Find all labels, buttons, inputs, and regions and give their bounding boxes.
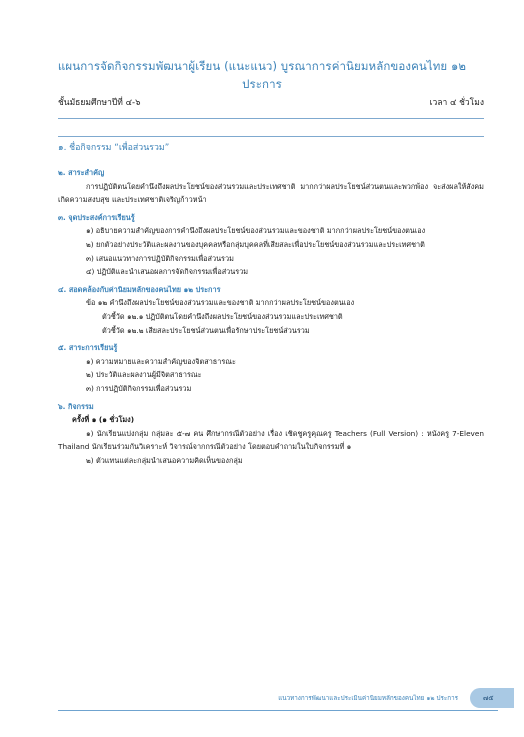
divider-top bbox=[58, 118, 484, 119]
session-label: ครั้งที่ ๑ (๑ ชั่วโมง) bbox=[72, 415, 135, 425]
section-heading-values: ๔. สอดคล้องกับค่านิยมหลักของคนไทย ๑๒ ประการ bbox=[58, 284, 221, 294]
section-heading-essence: ๒. สาระสำคัญ bbox=[58, 168, 105, 177]
values-main: ข้อ ๑๒ คำนึงถึงผลประโยชน์ของส่วนรวมและของชาติ มากกว่าผลประโยชน์ของตนเอง bbox=[86, 298, 355, 308]
divider-bottom bbox=[58, 136, 484, 137]
footer-text: แนวทางการพัฒนาและประเมินค่านิยมหลักของคนไทย ๑๒ ประการ bbox=[278, 695, 458, 702]
content-item: ๓) การปฏิบัติกิจกรรมเพื่อส่วนรวม bbox=[86, 383, 192, 393]
section-heading-activities: ๖. กิจกรรม bbox=[58, 401, 94, 411]
section-heading-content: ๕. สาระการเรียนรู้ bbox=[58, 343, 118, 353]
footer-rule bbox=[58, 710, 498, 711]
activity-item: ๑) นักเรียนแบ่งกลุ่ม กลุ่มละ ๕-๗ คน ศึกษากรณีตัวอย่าง เรื่อง เชิดชูครูคุณครู Teachers (Full Version) : หนังครู 7-Eleven Thailand นักเรียนร่วมกันวิเคราะห์ วิจารณ์จากกรณีตัวอย่าง โดยตอบคำถามในใบกิจกรรมที่ ๑ bbox=[58, 428, 484, 452]
document-body bbox=[58, 162, 484, 467]
objective-item: ๒) ยกตัวอย่างประวัติและผลงานของบุคคลหรือกลุ่มบุคคลที่เสียสละเพื่อประโยชน์ของส่วนรวมและประเทศชาติ bbox=[86, 239, 425, 249]
activity-name: ๑. ชื่อกิจกรรม “เพื่อส่วนรวม” bbox=[58, 143, 170, 153]
values-indicator: ตัวชี้วัด ๑๒.๑ ปฏิบัติตนโดยคำนึงถึงผลประโยชน์ของส่วนรวมและประเทศชาติ bbox=[102, 311, 343, 321]
content-item: ๑) ความหมายและความสำคัญของจิตสาธารณะ bbox=[86, 356, 236, 366]
values-indicator: ตัวชี้วัด ๑๒.๒ เสียสละประโยชน์ส่วนตนเพื่อรักษาประโยชน์ส่วนรวม bbox=[102, 325, 310, 335]
page-header-title: แผนการจัดกิจกรรมพัฒนาผู้เรียน (แนะแนว) บูรณาการค่านิยมหลักของคนไทย ๑๒ ประการ bbox=[57, 59, 467, 91]
section-heading-objectives: ๓. จุดประสงค์การเรียนรู้ bbox=[58, 212, 135, 222]
essence-text: การปฏิบัติตนโดยคำนึงถึงผลประโยชน์ของส่วนรวมและประเทศชาติ มากกว่าผลประโยชน์ส่วนตนและพวกพ้อง จะส่งผลให้สังคมเกิดความสงบสุข และประเทศชาติเจริญก้าวหน้า bbox=[58, 181, 484, 205]
grade-level: ชั้นมัธยมศึกษาปีที่ ๔-๖ bbox=[58, 98, 141, 108]
duration: เวลา ๔ ชั่วโมง bbox=[429, 98, 484, 108]
page-number: ๗๕ bbox=[483, 694, 494, 702]
page-footer bbox=[0, 688, 524, 718]
objective-item: ๑) อธิบายความสำคัญของการคำนึงถึงผลประโยชน์ของส่วนรวมและของชาติ มากกว่าผลประโยชน์ของตนเอง bbox=[86, 226, 426, 236]
activity-item: ๒) ตัวแทนแต่ละกลุ่มนำเสนอความคิดเห็นของกลุ่ม bbox=[86, 455, 243, 465]
content-item: ๒) ประวัติและผลงานผู้มีจิตสาธารณะ bbox=[86, 370, 202, 380]
objective-item: ๓) เสนอแนวทางการปฏิบัติกิจกรรมเพื่อส่วนรวม bbox=[86, 253, 234, 263]
objective-item: ๔) ปฏิบัติและนำเสนอผลการจัดกิจกรรมเพื่อส่วนรวม bbox=[86, 267, 249, 277]
